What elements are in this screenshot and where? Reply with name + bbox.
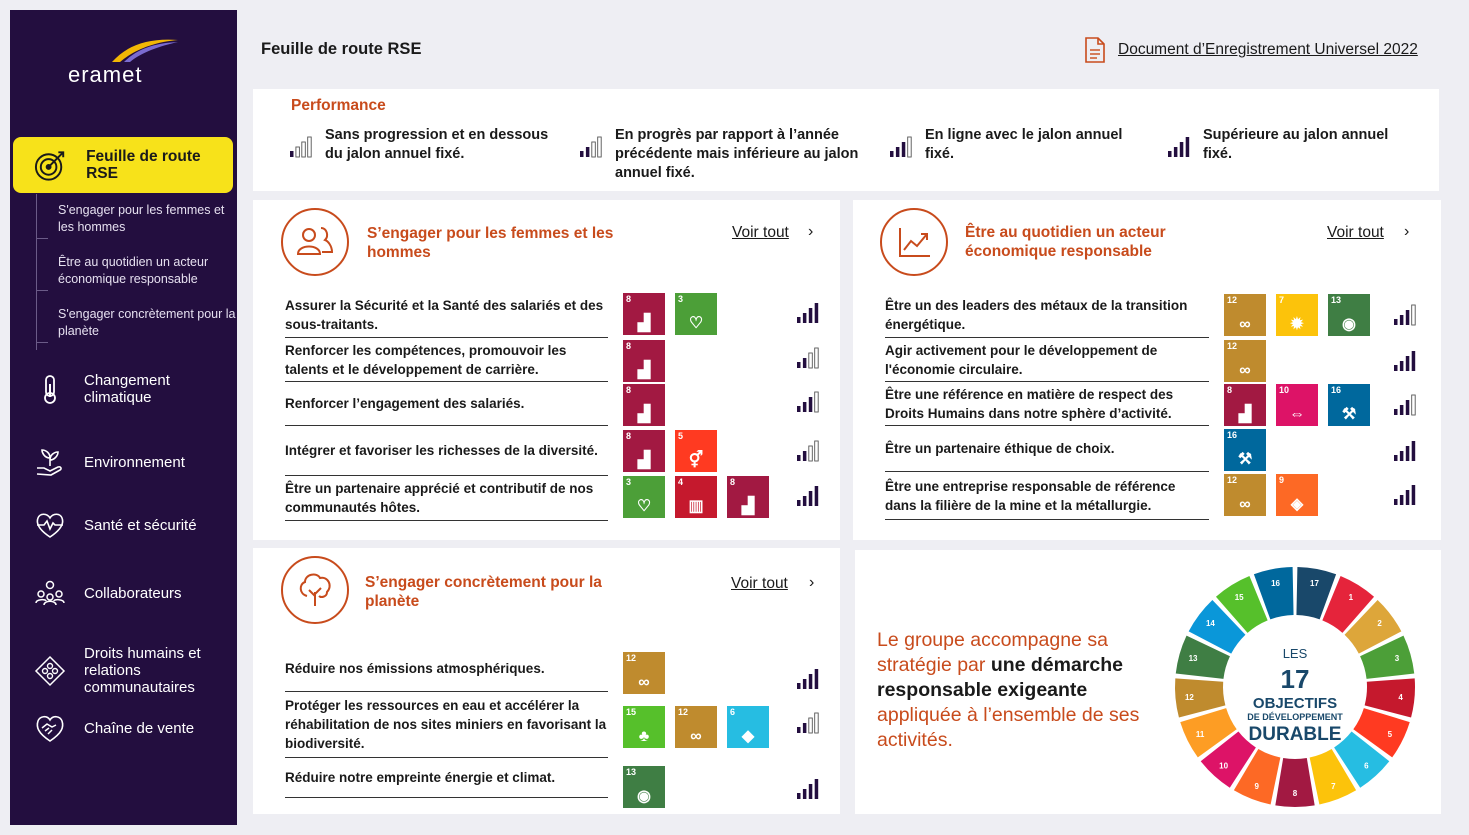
wheel-segment-number: 15 [1234, 592, 1244, 602]
wheel-segment-number: 10 [1219, 761, 1229, 771]
signal-bar [1394, 455, 1398, 461]
wheel-segment-number: 17 [1310, 578, 1319, 588]
nav-item-label: Collaborateurs [84, 584, 182, 602]
sdg-9-icon[interactable]: 9 ◈ [1276, 474, 1318, 516]
objective-row [885, 472, 1209, 520]
objective-label: Être une entreprise responsable de référence dans la filière de la mine et la métallurgie. [885, 478, 1176, 513]
sdg-icons [623, 706, 769, 748]
wheel-segment-number: 2 [1377, 619, 1382, 629]
objective-row [885, 426, 1209, 472]
sdg-12-icon[interactable]: 12 ∞ [623, 652, 665, 694]
objective-row [285, 646, 608, 692]
performance-signal-icon [1393, 440, 1417, 462]
signal-bar [908, 137, 912, 157]
legend-item-2 [579, 126, 869, 183]
section-people-card [253, 200, 840, 540]
eramet-logo[interactable] [66, 38, 186, 93]
signal-bar [809, 353, 813, 368]
signal-bar [1412, 305, 1416, 325]
wheel-segment-number: 14 [1205, 619, 1215, 629]
signal-bar [815, 779, 819, 799]
signal-bar [815, 348, 819, 368]
logo-swoosh-icon [110, 38, 180, 64]
sdg-8-icon[interactable]: 8 ▟ [623, 340, 665, 382]
signal-level-3-icon [889, 136, 913, 158]
handshake-heart-icon [34, 712, 66, 744]
wheel-segment-8 [1275, 758, 1314, 807]
objective-row [285, 476, 608, 521]
nav-item-sante-securite[interactable] [34, 509, 234, 541]
signal-bar [815, 441, 819, 461]
sdg-8-icon[interactable]: 8 ▟ [623, 384, 665, 426]
promo-text-b: une démarche responsable exigeante [877, 654, 1124, 701]
sdg-3-icon[interactable]: 3 ♡ [675, 293, 717, 335]
tree-icon [281, 556, 349, 624]
wheel-segment-number: 3 [1394, 653, 1400, 663]
wheel-segment-number: 5 [1387, 730, 1393, 740]
wheel-segment-number: 4 [1398, 692, 1403, 702]
objective-row [285, 293, 608, 338]
section-title: S’engager concrètement pour la planète [365, 574, 602, 610]
legend-item-1 [289, 126, 559, 164]
sdg-7-icon[interactable]: 7 ✹ [1276, 294, 1318, 336]
signal-bar [1186, 137, 1190, 157]
signal-bar [1406, 490, 1410, 505]
sdg-wheel [1172, 564, 1418, 810]
objective-row [885, 292, 1209, 338]
signal-bar [592, 142, 596, 157]
objective-row [285, 338, 608, 382]
signal-bar [902, 142, 906, 157]
sdg-4-icon[interactable]: 4 ▥ [675, 476, 717, 518]
signal-bar [296, 147, 300, 157]
nav-item-changement-climatique[interactable] [34, 372, 234, 406]
signal-bar [580, 151, 584, 157]
sdg-icons [1224, 474, 1318, 516]
performance-signal-icon [1393, 484, 1417, 506]
signal-bar [797, 455, 801, 461]
performance-signal-icon [1393, 304, 1417, 326]
signal-bar [797, 362, 801, 368]
voir-tout-link[interactable]: Voir tout [731, 575, 788, 592]
signal-bar [1406, 446, 1410, 461]
performance-signal-icon [796, 440, 820, 462]
community-icon [34, 655, 66, 687]
objective-row [285, 426, 608, 476]
signal-bar [809, 674, 813, 689]
signal-bar [598, 137, 602, 157]
signal-bar [1394, 499, 1398, 505]
performance-signal-icon [1393, 350, 1417, 372]
signal-bar [803, 496, 807, 506]
nav-item-label: Santé et sécurité [84, 516, 197, 534]
objective-row [285, 692, 608, 758]
objective-label: Être un des leaders des métaux de la transition énergétique. [885, 297, 1188, 332]
objective-label: Agir activement pour le développement de l'économie circulaire. [885, 342, 1158, 377]
performance-card [253, 89, 1439, 191]
signal-bar [1412, 485, 1416, 505]
legend-label: En progrès par rapport à l’année précédente mais inférieure au jalon annuel fixé. [615, 127, 859, 181]
signal-bar [1168, 151, 1172, 157]
sdg-8-icon[interactable]: 8 ▟ [623, 293, 665, 335]
wheel-line-2: DE DÉVELOPPEMENT [1247, 712, 1343, 722]
performance-signal-icon [796, 391, 820, 413]
objective-label: Assurer la Sécurité et la Santé des salariés et des sous-traitants. [285, 298, 604, 332]
logo-text: eramet [68, 62, 143, 87]
sdg-icons [1224, 340, 1266, 382]
signal-bar [1412, 351, 1416, 371]
sdg-icons [1224, 429, 1266, 471]
signal-bar [809, 446, 813, 461]
signal-bar [890, 151, 894, 157]
objective-row [285, 758, 608, 798]
sdg-12-icon[interactable]: 12 ∞ [675, 706, 717, 748]
signal-bar [797, 500, 801, 506]
wheel-les: LES [1282, 646, 1308, 661]
signal-bar [815, 486, 819, 506]
signal-bar [815, 669, 819, 689]
nav-item-droits-humains[interactable] [34, 645, 234, 696]
signal-bar [1406, 310, 1410, 325]
wheel-segment-number: 6 [1364, 761, 1369, 771]
legend-label: Sans progression et en dessous du jalon annuel fixé. [325, 127, 549, 162]
signal-bar [797, 317, 801, 323]
signal-bar [809, 784, 813, 799]
wheel-segment-number: 7 [1331, 781, 1336, 791]
section-economy-card [853, 200, 1441, 540]
signal-bar [803, 723, 807, 733]
sdg-16-icon[interactable]: 16 ⚒ [1328, 384, 1370, 426]
performance-signal-icon [796, 347, 820, 369]
sdg-promo-card [855, 550, 1441, 814]
signal-bar [1400, 451, 1404, 461]
signal-bar [1174, 147, 1178, 157]
signal-bar [815, 392, 819, 412]
wheel-segment-number: 16 [1271, 578, 1280, 588]
sdg-8-icon[interactable]: 8 ▟ [623, 430, 665, 472]
sdg-icons [623, 652, 665, 694]
performance-signal-icon [796, 778, 820, 800]
promo-text-a: Le groupe accompagne sa stratégie par [877, 629, 1108, 676]
doc-link[interactable] [1084, 36, 1418, 64]
signal-bar [302, 142, 306, 157]
section-title: S’engager pour les femmes et les hommes [367, 225, 614, 261]
page-title: Feuille de route RSE [261, 40, 422, 58]
sdg-12-icon[interactable]: 12 ∞ [1224, 340, 1266, 382]
performance-title: Performance [291, 97, 386, 114]
objective-label: Réduire nos émissions atmosphériques. [285, 661, 545, 676]
sdg-13-icon[interactable]: 13 ◉ [1328, 294, 1370, 336]
sdg-12-icon[interactable]: 12 ∞ [1224, 294, 1266, 336]
plant-hand-icon [34, 446, 66, 478]
nav-item-label: Chaîne de vente [84, 719, 195, 737]
legend-item-4 [1167, 126, 1417, 164]
growth-chart-icon [880, 208, 948, 276]
sdg-10-icon[interactable]: 10 ⇔ [1276, 384, 1318, 426]
performance-signal-icon [796, 485, 820, 507]
signal-bar [1394, 409, 1398, 415]
signal-bar [797, 683, 801, 689]
performance-signal-icon [1393, 394, 1417, 416]
voir-tout-link[interactable]: Voir tout [732, 224, 789, 241]
sdg-8-icon[interactable]: 8 ▟ [1224, 384, 1266, 426]
sdg-13-icon[interactable]: 13 ◉ [623, 766, 665, 808]
wheel-line-3: DURABLE [1248, 724, 1342, 745]
sdg-icons [623, 766, 665, 808]
objective-label: Renforcer les compétences, promouvoir les talents et le développement de carrière. [285, 342, 567, 377]
signal-level-1-icon [289, 136, 313, 158]
signal-bar [1180, 142, 1184, 157]
thermometer-icon [34, 373, 66, 405]
target-icon [33, 147, 68, 183]
signal-bar [1394, 365, 1398, 371]
nav-item-feuille-de-route[interactable] [13, 137, 233, 193]
subnav [36, 202, 236, 358]
signal-bar [1400, 315, 1404, 325]
wheel-segment-number: 9 [1254, 781, 1259, 791]
people-network-icon [34, 577, 66, 609]
objective-label: Renforcer l’engagement des salariés. [285, 396, 525, 411]
signal-bar [1400, 361, 1404, 371]
sidebar [10, 10, 237, 825]
signal-bar [803, 358, 807, 368]
performance-signal-icon [796, 668, 820, 690]
signal-bar [809, 308, 813, 323]
section-planet-card [253, 548, 840, 814]
sdg-icons [623, 384, 665, 426]
sdg-8-icon[interactable]: 8 ▟ [727, 476, 769, 518]
wheel-segment-number: 11 [1195, 730, 1205, 740]
signal-bar [797, 793, 801, 799]
wheel-segment-number: 8 [1292, 789, 1298, 798]
signal-bar [586, 147, 590, 157]
signal-bar [308, 137, 312, 157]
sdg-icons [623, 476, 769, 518]
signal-bar [290, 151, 294, 157]
promo-text [877, 628, 1157, 753]
signal-level-2-icon [579, 136, 603, 158]
sdg-icons [1224, 384, 1370, 426]
chevron-right-icon[interactable]: › [808, 223, 814, 240]
chevron-right-icon[interactable]: › [1404, 223, 1410, 240]
performance-signal-icon [796, 302, 820, 324]
signal-bar [809, 397, 813, 412]
signal-bar [815, 303, 819, 323]
objective-label: Intégrer et favoriser les richesses de la diversité. [285, 443, 598, 458]
people-icon [281, 208, 349, 276]
signal-bar [1412, 395, 1416, 415]
signal-bar [803, 313, 807, 323]
objective-label: Protéger les ressources en eau et accélérer la réhabilitation de nos sites miniers en favorisant la biodiversité. [285, 698, 607, 751]
doc-link-label: Document d’Enregistrement Universel 2022 [1118, 41, 1418, 58]
signal-bar [797, 406, 801, 412]
sdg-icons [623, 340, 665, 382]
signal-bar [809, 718, 813, 733]
subnav-item-femmes-hommes[interactable]: S'engager pour les femmes et les hommes [36, 202, 236, 254]
signal-bar [896, 147, 900, 157]
signal-bar [815, 713, 819, 733]
sdg-15-icon[interactable]: 15 ♣ [623, 706, 665, 748]
signal-bar [1406, 356, 1410, 371]
nav-item-label: Droits humains et relations communautaires [84, 645, 201, 696]
subnav-item-planete[interactable]: S'engager concrètement pour la planète [36, 306, 236, 358]
sdg-3-icon[interactable]: 3 ♡ [623, 476, 665, 518]
legend-item-3 [889, 126, 1149, 164]
nav-item-chaine-de-vente[interactable] [34, 712, 234, 744]
signal-bar [809, 491, 813, 506]
signal-bar [803, 402, 807, 412]
nav-item-label: Environnement [84, 453, 185, 471]
wheel-number: 17 [1280, 664, 1310, 694]
heartbeat-icon [34, 509, 66, 541]
promo-text-c: appliquée à l’ensemble de ses activités. [877, 704, 1140, 751]
signal-bar [1412, 441, 1416, 461]
sdg-icons [1224, 294, 1370, 336]
objective-label: Être une référence en matière de respect des Droits Humains dans notre sphère d’activité. [885, 386, 1174, 421]
signal-bar [803, 789, 807, 799]
signal-bar [1406, 400, 1410, 415]
sdg-icons [623, 430, 717, 472]
subnav-item-acteur-economique[interactable]: Être au quotidien un acteur économique responsable [36, 254, 236, 306]
legend-label: En ligne avec le jalon annuel fixé. [925, 127, 1123, 162]
voir-tout-link[interactable]: Voir tout [1327, 224, 1384, 241]
signal-bar [1400, 405, 1404, 415]
performance-signal-icon [796, 712, 820, 734]
objective-row [285, 382, 608, 426]
chevron-right-icon[interactable]: › [809, 574, 815, 591]
section-title: Être au quotidien un acteur économique responsable [965, 224, 1166, 260]
wheel-segment-number: 12 [1184, 692, 1194, 702]
nav-item-label: Changement climatique [84, 372, 170, 406]
sdg-6-icon[interactable]: 6 ◆ [727, 706, 769, 748]
signal-bar [1394, 319, 1398, 325]
signal-level-4-icon [1167, 136, 1191, 158]
objective-row [885, 338, 1209, 382]
wheel-segment-number: 1 [1348, 592, 1354, 602]
legend-label: Supérieure au jalon annuel fixé. [1203, 127, 1389, 162]
nav-item-label: Feuille de route RSE [86, 148, 201, 182]
signal-bar [1400, 495, 1404, 505]
objective-row [885, 382, 1209, 426]
document-icon [1084, 36, 1106, 64]
objective-label: Être un partenaire apprécié et contributif de nos communautés hôtes. [285, 481, 594, 515]
wheel-line-1: OBJECTIFS [1252, 695, 1338, 712]
sdg-16-icon[interactable]: 16 ⚒ [1224, 429, 1266, 471]
sdg-12-icon[interactable]: 12 ∞ [1224, 474, 1266, 516]
nav-item-environnement[interactable] [34, 446, 234, 478]
signal-bar [797, 727, 801, 733]
sdg-5-icon[interactable]: 5 ⚥ [675, 430, 717, 472]
signal-bar [803, 679, 807, 689]
wheel-segment-number: 13 [1188, 653, 1198, 663]
objective-label: Réduire notre empreinte énergie et climat. [285, 770, 556, 785]
sdg-icons [623, 293, 717, 335]
signal-bar [803, 451, 807, 461]
objective-label: Être un partenaire éthique de choix. [885, 441, 1115, 456]
nav-item-collaborateurs[interactable] [34, 577, 234, 609]
